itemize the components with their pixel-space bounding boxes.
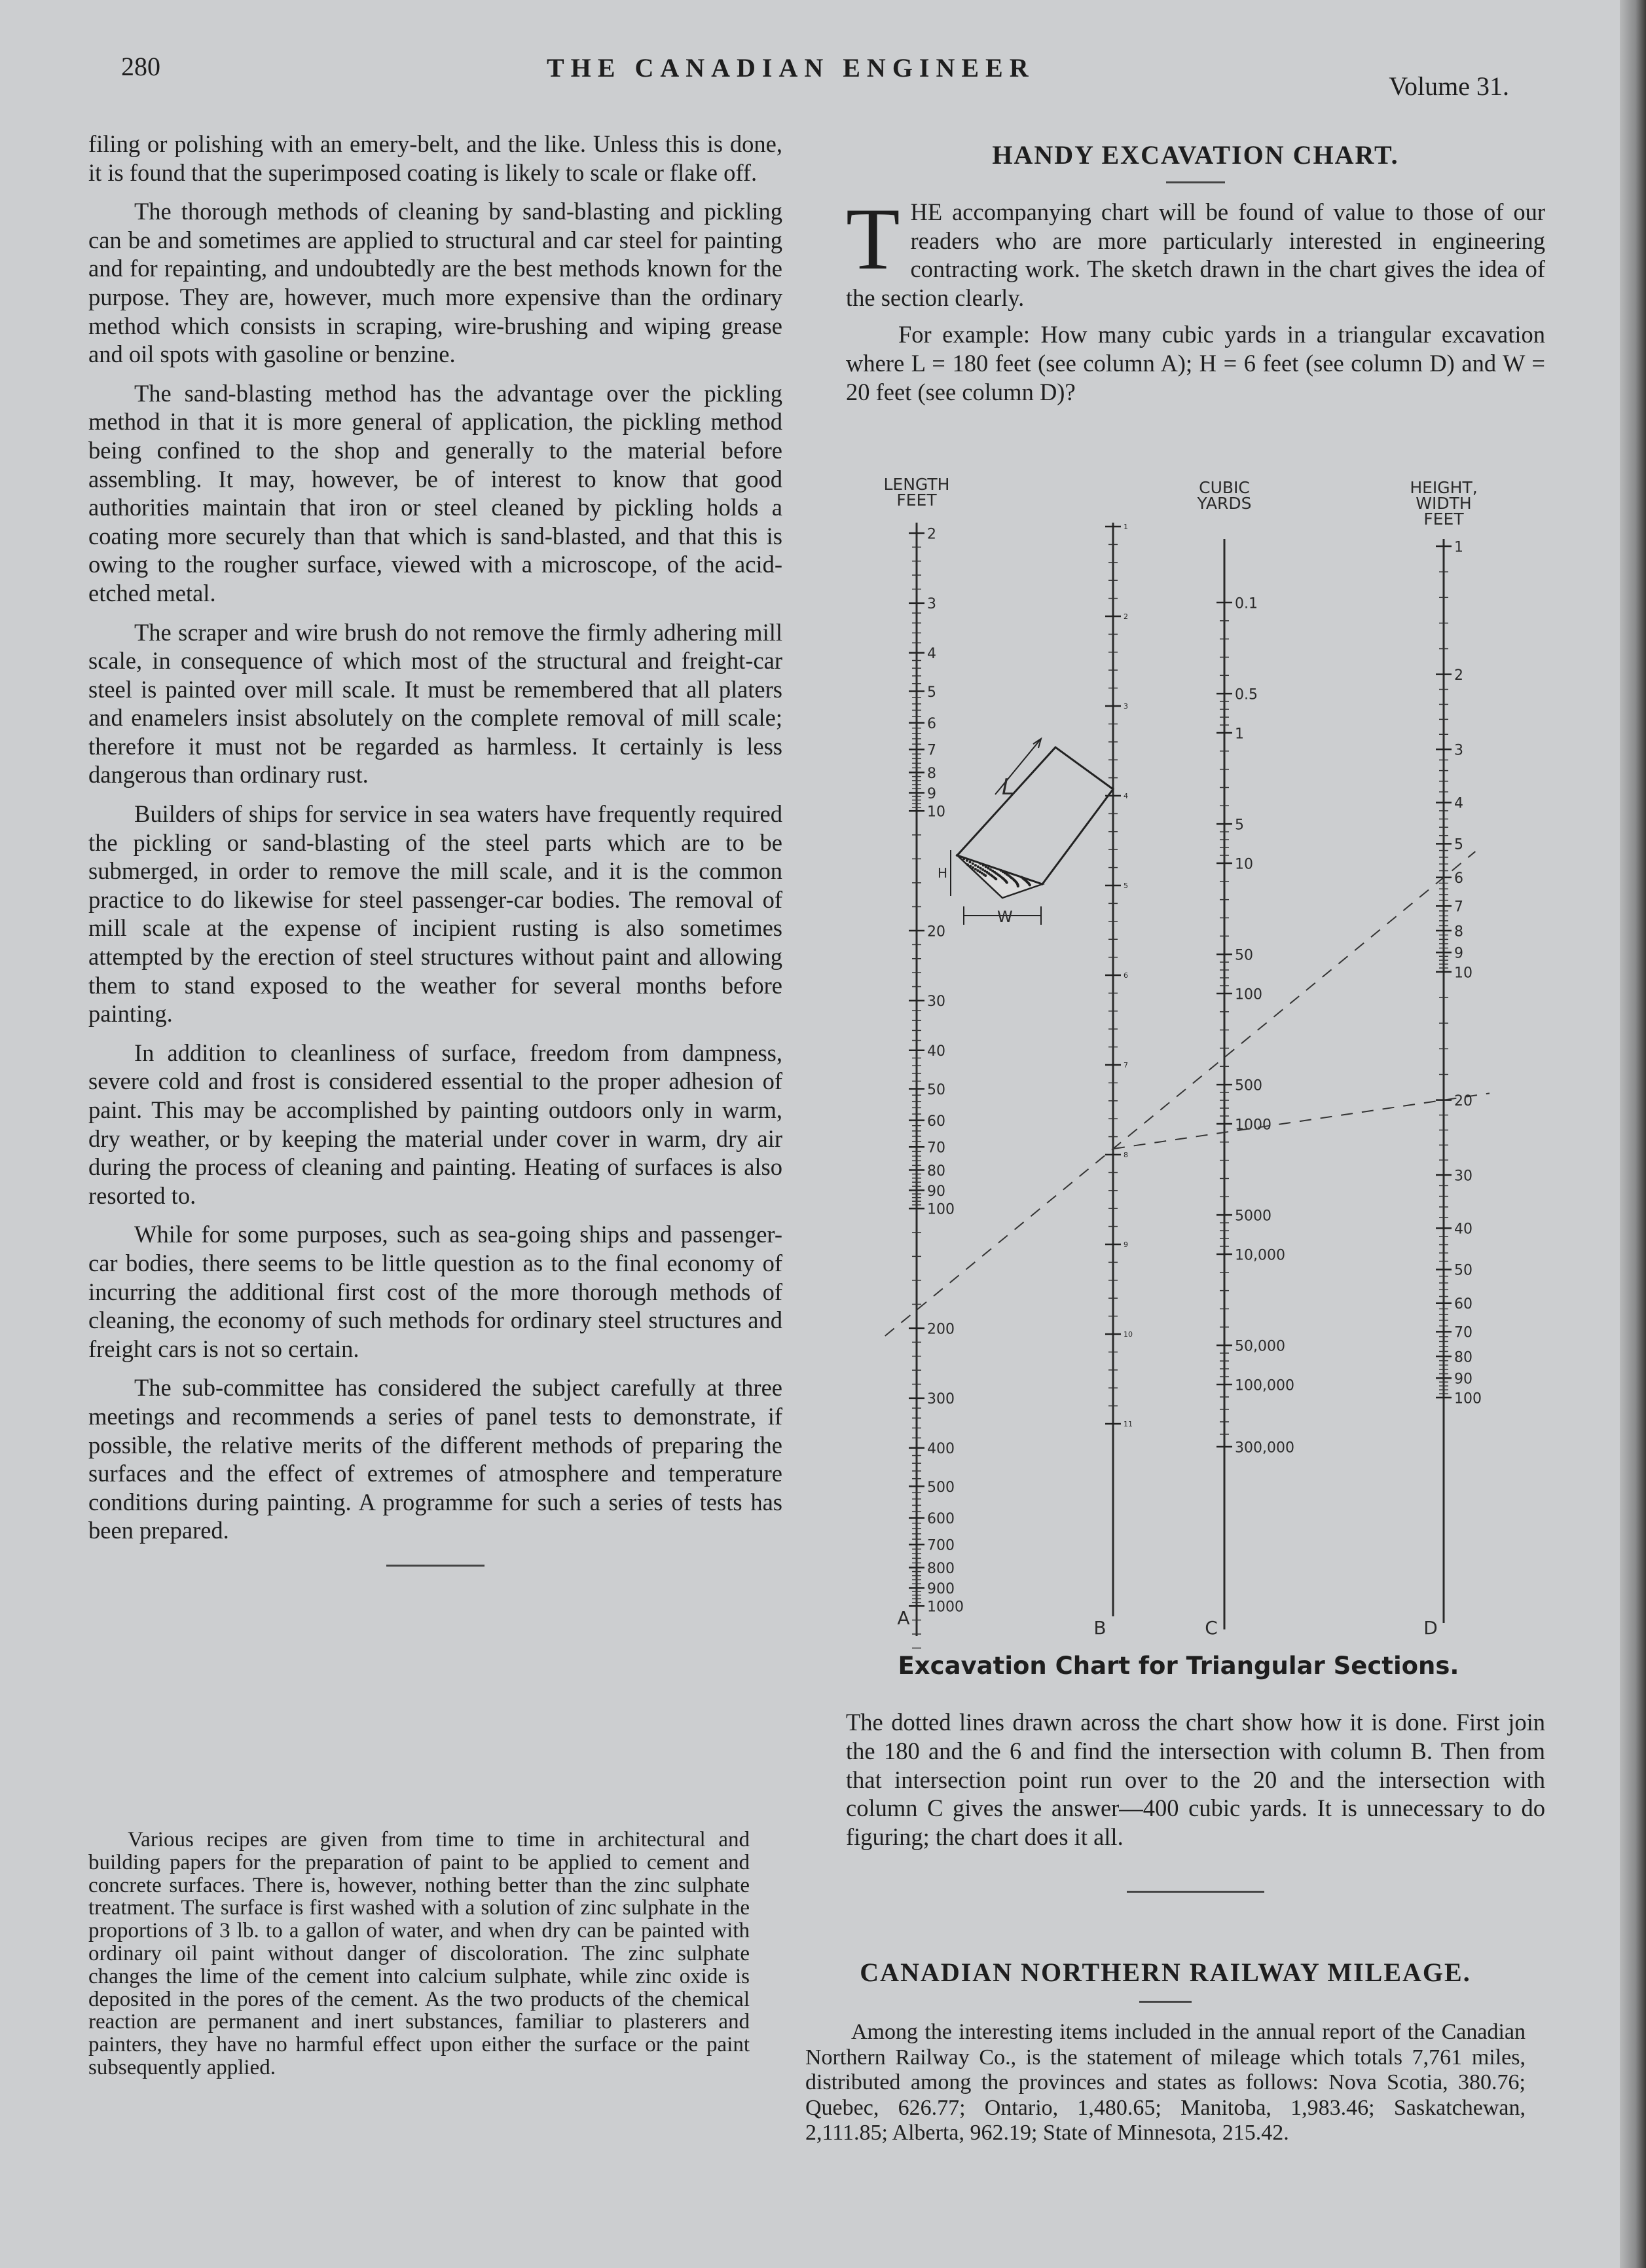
sketch-stipple <box>966 863 969 866</box>
paragraph: The sand-blasting method has the advantage over the pickling method in that it is more general of application, the pickling method being confined to the shop and generally to the material before assembling. It may, however, be of interest to know that good authorities maintain that iron or steel cleaned by pickling holds a coating more securely than that which is sand-blasted, and that this is owing to the rougher surface, viewed with a microscope, of the acid-etched metal. <box>88 379 782 606</box>
scale-B-tick-label: 4 <box>1124 792 1128 801</box>
heading-rule <box>1166 181 1225 183</box>
scale-D-tick-label: 5 <box>1454 836 1463 853</box>
scale-A-tick-label: 30 <box>927 994 945 1011</box>
drop-cap: T <box>846 190 900 288</box>
sketch-stipple <box>976 869 979 872</box>
scale-C-tick-label: 50,000 <box>1235 1338 1285 1355</box>
sketch-stipple <box>1006 882 1008 884</box>
scale-D-tick-label: 4 <box>1454 795 1463 812</box>
sketch-edge <box>957 747 1055 855</box>
chart-caption: Excavation Chart for Triangular Sections. <box>898 1652 1459 1680</box>
intro-text: HE accompanying chart will be found of value to those of our readers who are more particularly interested in engineering contracting work. The sketch drawn in the chart gives the idea of the section clearly. <box>846 198 1545 312</box>
scale-A-letter: A <box>897 1607 910 1629</box>
volume-label: Volume 31. <box>1389 71 1509 101</box>
excavation-article <box>846 141 1545 414</box>
scale-B-tick-label: 8 <box>1124 1151 1128 1160</box>
sketch-stipple <box>974 868 977 870</box>
scale-A-title: FEET <box>896 491 937 510</box>
scale-A-tick-label: 60 <box>927 1113 945 1130</box>
scale-C-tick-label: 1 <box>1235 726 1244 743</box>
scale-B-tick-label: 9 <box>1124 1240 1128 1250</box>
sketch-stipple <box>995 878 997 880</box>
scale-D-tick-label: 1 <box>1454 539 1463 556</box>
sketch-stipple <box>984 874 987 877</box>
sketch-stipple <box>977 865 979 868</box>
scale-A-tick-label: 7 <box>927 742 936 759</box>
scale-A-tick-label: 600 <box>927 1510 955 1527</box>
scale-B-tick-label: 2 <box>1124 612 1128 622</box>
scale-D-letter: D <box>1423 1617 1438 1639</box>
scale-A-tick-label: 70 <box>927 1140 945 1157</box>
paragraph: Among the interesting items included in the annual report of the Canadian Northern Railway Co., is the statement of mileage which totals 7,761 miles, distributed among the provinces and states as follows: Nova Scotia, 380.76; Quebec, 626.77; Ontario, 1,480.65; Manitoba, 1,983.46; Saskatchewan, 2,111.85; Alberta, 962.19; State of Minnesota, 215.42. <box>805 2020 1526 2145</box>
scale-C-tick-label: 1000 <box>1235 1117 1271 1134</box>
scale-C-tick-label: 50 <box>1235 947 1253 964</box>
chart-explanation <box>846 1708 1545 1893</box>
paragraph: The scraper and wire brush do not remove the firmly adhering mill scale, in consequence of which most of the structural and freight-car steel is painted over mill scale. It must be remembered that all platers and enamelers insist absolutely on the complete removal of mill scale; therefore it must not be regarded as harmless. It certainly is less dangerous than ordinary rust. <box>88 618 782 789</box>
scale-D-tick-label: 90 <box>1454 1371 1472 1388</box>
paragraph: In addition to cleanliness of surface, freedom from dampness, severe cold and frost is considered essential to the proper adhesion of paint. This may be accomplished by painting outdoors only in warm, dry weather, or by keeping the material under cover in warm, dry air during the process of cleaning and painting. Heating of surfaces is also resorted to. <box>88 1039 782 1209</box>
paragraph: The sub-committee has considered the subject carefully at three meetings and recommends a series of panel tests to demonstrate, if possible, the relative merits of the different methods of preparing the surfaces and the effect of extremes of atmosphere and temperature conditions during painting. A programme for such a series of tests has been prepared. <box>88 1374 782 1544</box>
example-paragraph: For example: How many cubic yards in a triangular excavation where L = 180 feet (see column A); H = 6 feet (see column D) and W = 20 feet (see column D)? <box>846 320 1545 405</box>
scale-A-tick-label: 40 <box>927 1043 945 1060</box>
example-line-length-height <box>885 851 1476 1336</box>
scale-D-tick-label: 8 <box>1454 923 1463 940</box>
paragraph: While for some purposes, such as sea-going ships and passenger-car bodies, there seems to be little question as to the final economy of incurring the additional first cost of the more thorough methods of cleaning, the economy of such methods for ordinary steel structures and freight cars is not so certain. <box>88 1221 782 1362</box>
scale-C-tick-label: 500 <box>1235 1077 1262 1094</box>
scale-D-title: FEET <box>1423 510 1464 529</box>
scale-A-tick-label: 700 <box>927 1537 955 1554</box>
scale-D-tick-label: 20 <box>1454 1093 1472 1110</box>
scale-A-tick-label: 500 <box>927 1479 955 1496</box>
heading-rule <box>1139 2001 1192 2003</box>
sketch-outline <box>957 747 1113 884</box>
scale-D-tick-label: 3 <box>1454 742 1463 759</box>
left-column <box>88 130 782 1567</box>
sketch-width-label: W <box>997 908 1013 926</box>
scale-B-tick-label: 5 <box>1124 882 1128 891</box>
scale-B-tick-label: 7 <box>1124 1061 1128 1070</box>
scale-A-tick-label: 10 <box>927 804 945 821</box>
scale-B-letter: B <box>1093 1617 1106 1639</box>
sketch-stipple <box>989 868 992 871</box>
recipes-note <box>88 1829 750 2079</box>
page-header <box>121 46 1509 105</box>
scale-D-title: WIDTH <box>1416 494 1472 513</box>
scale-B-tick-label: 1 <box>1124 523 1128 532</box>
scale-D-tick-label: 6 <box>1454 870 1463 887</box>
scale-C-tick-label: 5000 <box>1235 1208 1271 1225</box>
nomogram-svg <box>845 464 1512 1649</box>
scale-A-title: LENGTH <box>883 475 950 494</box>
scale-D-tick-label: 30 <box>1454 1168 1472 1185</box>
example-line-turning-width <box>1113 1093 1490 1149</box>
scale-C-tick-label: 0.1 <box>1235 595 1258 612</box>
scale-A-tick-label: 5 <box>927 684 936 701</box>
excavation-nomogram <box>845 464 1512 1675</box>
scale-A-tick-label: 100 <box>927 1201 955 1218</box>
scale-A-tick-label: 2 <box>927 526 936 543</box>
sketch-height-label: H <box>938 865 948 881</box>
scale-C-tick-label: 300,000 <box>1235 1440 1294 1457</box>
scale-D-tick-label: 10 <box>1454 965 1472 982</box>
paragraph: Builders of ships for service in sea waters have frequently required the pickling or sand-blasting of the steel parts which are to be submerged, in order to remove the mill scale, and it is the common practice to do likewise for steel passenger-car bodies. The removal of mill scale at the expense of incipient rusting is also sometimes attempted by the erection of steel structures without paint and allowing them to stand exposed to the weather for several months before painting. <box>88 800 782 1028</box>
page-edge <box>1620 0 1646 2268</box>
sketch-stipple <box>972 863 974 865</box>
scale-A-tick-label: 200 <box>927 1321 955 1338</box>
section-divider <box>1127 1891 1264 1893</box>
scale-A-tick-label: 50 <box>927 1081 945 1098</box>
scale-A-tick-label: 800 <box>927 1560 955 1577</box>
scale-B-tick-label: 10 <box>1124 1330 1133 1339</box>
scale-C-letter: C <box>1205 1617 1218 1639</box>
scale-A-tick-label: 1000 <box>927 1599 964 1616</box>
scale-D-tick-label: 9 <box>1454 945 1463 962</box>
paragraph: The dotted lines drawn across the chart show how it is done. First join the 180 and the 6 and find the intersection with column B. Then from that intersection point run over to the 20 and the intersection with column C gives the answer—400 cubic yards. It is unnecessary to do figuring; the chart does it all. <box>846 1709 1545 1851</box>
paragraph: filing or polishing with an emery-belt, and the like. Unless this is done, it is found that the superimposed coating is likely to scale or flake off. <box>88 130 782 186</box>
intro-paragraph <box>846 190 1545 312</box>
scale-A-tick-label: 8 <box>927 765 936 782</box>
scale-C-title: YARDS <box>1197 494 1252 513</box>
paragraph: The thorough methods of cleaning by sand-blasting and pickling can be and sometimes are applied to structural and car steel for painting and for repainting, and undoubtedly are the best methods known for the purpose. They are, however, much more expensive than the ordinary method which consists in scraping, wire-brushing and wiping grease and oil spots with gasoline or benzine. <box>88 198 782 368</box>
scale-C-title: CUBIC <box>1199 478 1250 497</box>
scale-D-title: HEIGHT, <box>1410 478 1478 497</box>
sketch-stipple <box>974 864 977 866</box>
sketch-stipple <box>969 865 972 868</box>
scale-D-tick-label: 60 <box>1454 1296 1472 1313</box>
scale-C-tick-label: 100 <box>1235 986 1262 1003</box>
sketch-stipple <box>1017 885 1019 887</box>
section-divider <box>386 1565 485 1567</box>
article-heading: CANADIAN NORTHERN RAILWAY MILEAGE. <box>860 1958 1471 1987</box>
scale-A-tick-label: 9 <box>927 785 936 802</box>
sketch-stipple <box>969 861 972 863</box>
scale-C-tick-label: 0.5 <box>1235 686 1258 703</box>
scale-A-tick-label: 80 <box>927 1162 945 1180</box>
scale-A-tick-label: 20 <box>927 923 945 940</box>
scale-C-tick-label: 10,000 <box>1235 1247 1285 1264</box>
scale-A-tick-label: 6 <box>927 715 936 732</box>
scale-B-tick-label: 3 <box>1124 702 1128 711</box>
scale-C-tick-label: 10 <box>1235 856 1253 873</box>
journal-title: THE CANADIAN ENGINEER <box>547 53 1035 83</box>
scale-C-tick-label: 5 <box>1235 817 1244 834</box>
page-number: 280 <box>121 52 160 81</box>
scale-D-tick-label: 2 <box>1454 667 1463 684</box>
scale-A-tick-label: 900 <box>927 1580 955 1597</box>
sketch-stipple <box>987 867 989 870</box>
scale-D-tick-label: 80 <box>1454 1349 1472 1366</box>
cnr-article <box>805 1957 1526 2146</box>
sketch-stipple <box>1029 883 1031 886</box>
paragraph: Various recipes are given from time to time in architectural and building papers for the preparation of paint to be applied to cement and concrete surfaces. There is, however, nothing better than the zinc sulphate treatment. The surface is first washed with a solution of zinc sulphate in the proportions of 3 lb. to a gallon of water, and when dry can be painted with ordinary oil paint without danger of discoloration. The zinc sulphate changes the lime of the cement into calcium sulphate, while zinc oxide is deposited in the pores of the cement. As the two products of the chemical reaction are permanent and inert substances, familiar to plasterers and painters, they have no harmful effect upon either the surface or the paint subsequently applied. <box>88 1828 750 2079</box>
scale-D-tick-label: 70 <box>1454 1324 1472 1341</box>
sketch-stipple <box>972 866 974 869</box>
scale-A-tick-label: 300 <box>927 1391 955 1408</box>
scale-D-tick-label: 100 <box>1454 1390 1482 1407</box>
scale-B-tick-label: 6 <box>1124 971 1128 980</box>
scale-C-tick-label: 100,000 <box>1235 1377 1294 1394</box>
scale-D-tick-label: 7 <box>1454 899 1463 916</box>
scale-D-tick-label: 40 <box>1454 1221 1472 1238</box>
article-heading: HANDY EXCAVATION CHART. <box>992 140 1399 170</box>
sketch-length-label: L <box>1002 774 1014 800</box>
scale-B-tick-label: 11 <box>1124 1420 1133 1429</box>
scale-D-tick-label: 50 <box>1454 1262 1472 1279</box>
scale-A-tick-label: 90 <box>927 1183 945 1200</box>
scale-A-tick-label: 400 <box>927 1441 955 1458</box>
scale-A-tick-label: 3 <box>927 596 936 613</box>
scale-A-tick-label: 4 <box>927 646 936 663</box>
sketch-stipple <box>979 867 982 870</box>
